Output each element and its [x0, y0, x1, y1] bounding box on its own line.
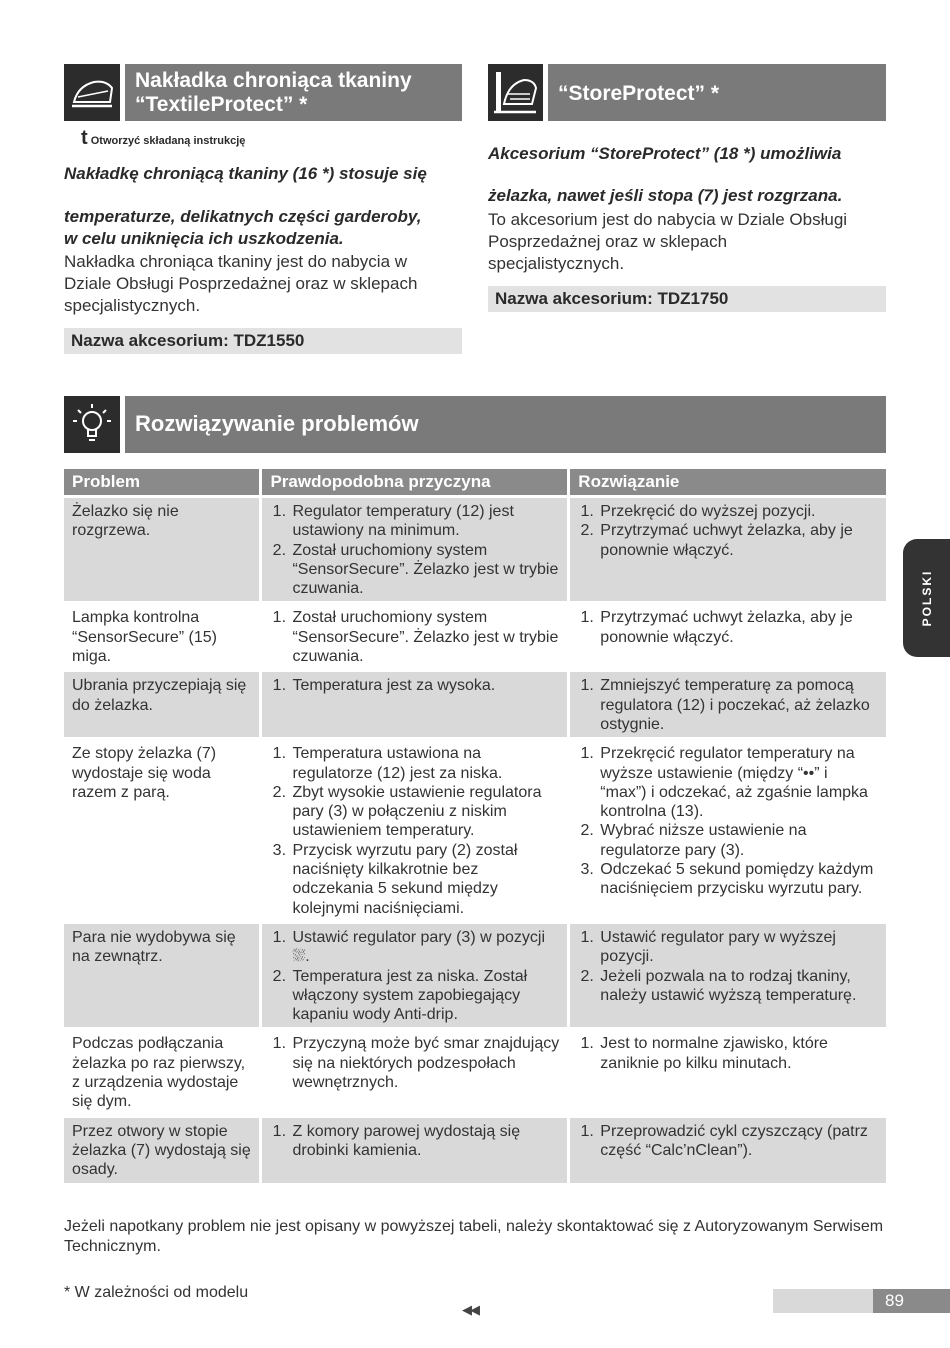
textile-title-line2: “TextileProtect” *: [135, 93, 308, 116]
store-bold-1: Akcesorium “StoreProtect” (18 *) umożliwia: [488, 144, 842, 163]
textile-text-2: Dziale Obsługi Posprzedażnej oraz w sklepach: [64, 274, 418, 293]
store-text-3: specjalistycznych.: [488, 254, 625, 273]
solution-item: 2. Wybrać niższe ustawienie na regulatorze pary (3).: [598, 821, 878, 860]
fold-out-note: [81, 127, 245, 150]
textile-text-3: specjalistycznych.: [64, 296, 201, 315]
table-row: [64, 604, 886, 669]
cause-list: [270, 676, 559, 695]
cause-cell: [262, 740, 567, 921]
solution-list: [578, 928, 878, 1005]
troubleshoot-title: Rozwiązywanie problemów: [135, 411, 419, 436]
solution-cell: [570, 1030, 886, 1114]
solution-item: 1. Przeprowadzić cykl czyszczący (patrz część “Calc’nClean”).: [598, 1122, 878, 1161]
cause-cell: [262, 924, 567, 1027]
cause-item: 2. Zbyt wysokie ustawienie regulatora pary (3) w połączeniu z niskim ustawieniem temperatury.: [290, 783, 559, 841]
problem-cell: Para nie wydobywa się na zewnątrz.: [64, 924, 259, 1027]
storeprotect-icon: [488, 64, 543, 121]
store-accessory: Nazwa akcesorium: TDZ1750: [488, 286, 886, 312]
table-row: [64, 1030, 886, 1114]
cause-list: [270, 928, 559, 1024]
cause-item: 1. Został uruchomiony system “SensorSecure”. Żelazko jest w trybie czuwania.: [290, 608, 559, 666]
solution-item: 2. Jeżeli pozwala na to rodzaj tkaniny, należy ustawić wyższą temperaturę.: [598, 967, 878, 1006]
troubleshoot-footer-note: Jeżeli napotkany problem nie jest opisany w powyższej tabeli, należy skontaktować się z Autoryzowanym Serwisem Technicznym.: [64, 1218, 884, 1255]
fold-out-note-text: Otworzyć składaną instrukcję: [90, 135, 246, 147]
storeprotect-icon-box: [488, 64, 543, 121]
page-number: 89: [885, 1291, 904, 1310]
troubleshoot-title-bar: [125, 396, 886, 453]
footnote: * W zależności od modelu: [64, 1284, 249, 1301]
solution-item: 1. Jest to normalne zjawisko, które zaniknie po kilku minutach.: [598, 1034, 878, 1073]
cause-cell: [262, 672, 567, 737]
table-row: [64, 1118, 886, 1183]
solution-list: [578, 608, 878, 647]
language-tab-label: POLSKI: [919, 569, 934, 627]
solution-item: 1. Ustawić regulator pary w wyższej pozycji.: [598, 928, 878, 967]
problem-cell: Lampka kontrolna “SensorSecure” (15) miga.: [64, 604, 259, 669]
table-row: [64, 740, 886, 921]
solution-cell: [570, 498, 886, 601]
cause-cell: [262, 604, 567, 669]
textile-bold-1: Nakładkę chroniącą tkaniny (16 *) stosuje się: [64, 164, 427, 183]
troubleshoot-table: [61, 466, 889, 1186]
page-number-bar: [773, 1289, 950, 1313]
textile-accessory: Nazwa akcesorium: TDZ1550: [64, 328, 462, 354]
problem-cell: Żelazko się nie rozgrzewa.: [64, 498, 259, 601]
cause-list: [270, 608, 559, 666]
cause-item: 2. Został uruchomiony system “SensorSecure”. Żelazko jest w trybie czuwania.: [290, 541, 559, 599]
table-header-row: [64, 469, 886, 495]
bulb-icon-box: [64, 396, 120, 453]
solution-item: 1. Zmniejszyć temperaturę za pomocą regulatora (12) i poczekać, aż żelazko ostygnie.: [598, 676, 878, 734]
textile-title-bar: [125, 64, 462, 121]
problem-cell: Przez otwory w stopie żelazka (7) wydostają się osady.: [64, 1118, 259, 1183]
fold-out-icon: t: [81, 127, 88, 149]
solution-cell: [570, 604, 886, 669]
solution-item: 1. Przytrzymać uchwyt żelazka, aby je ponownie włączyć.: [598, 608, 878, 647]
solution-list: [578, 676, 878, 734]
solution-cell: [570, 1118, 886, 1183]
solution-list: [578, 1122, 878, 1161]
store-title: “StoreProtect” *: [558, 82, 720, 105]
cause-list: [270, 1122, 559, 1161]
store-text-1: To akcesorium jest do nabycia w Dziale Obsługi: [488, 210, 848, 229]
cause-item: 1. Z komory parowej wydostają się drobinki kamienia.: [290, 1122, 559, 1161]
cause-item: 1. Regulator temperatury (12) jest ustawiony na minimum.: [290, 502, 559, 541]
cause-list: [270, 1034, 559, 1092]
prev-page-arrows-icon[interactable]: ◀◀: [462, 1302, 478, 1317]
store-title-bar: [548, 64, 886, 121]
cause-item: 1. Przyczyną może być smar znajdujący się na niektórych podzespołach wewnętrznych.: [290, 1034, 559, 1092]
solution-list: [578, 744, 878, 898]
solution-item: 1. Przekręcić do wyższej pozycji.: [598, 502, 878, 521]
textile-bold-3: w celu uniknięcia ich uszkodzenia.: [64, 229, 344, 248]
solution-cell: [570, 672, 886, 737]
solution-item: 2. Przytrzymać uchwyt żelazka, aby je ponownie włączyć.: [598, 521, 878, 560]
language-tab: [903, 539, 950, 657]
solution-item: 1. Przekręcić regulator temperatury na wyższe ustawienie (między “••” i “max”) i odczekać, aż zgaśnie lampka kontrolna (13).: [598, 744, 878, 821]
textile-bold-2: temperaturze, delikatnych części garderoby,: [64, 207, 422, 226]
problem-cell: Podczas podłączania żelazka po raz pierwszy, z urządzenia wydostaje się dym.: [64, 1030, 259, 1114]
solution-item: 3. Odczekać 5 sekund pomiędzy każdym naciśnięciem przycisku wyrzutu pary.: [598, 860, 878, 899]
cause-item: 3. Przycisk wyrzutu pary (2) został naciśnięty kilkakrotnie bez odczekania 5 sekund między kolejnymi naciśnięciami.: [290, 841, 559, 918]
cause-item: 2. Temperatura jest za niska. Został włączony system zapobiegający kapaniu wody Anti-drip.: [290, 967, 559, 1025]
cause-item: 1. Temperatura jest za wysoka.: [290, 676, 559, 695]
solution-cell: [570, 740, 886, 921]
cause-cell: [262, 1030, 567, 1114]
header-cause: Prawdopodobna przyczyna: [262, 469, 567, 495]
textile-text-1: Nakładka chroniąca tkaniny jest do nabycia w: [64, 252, 408, 271]
solution-list: [578, 502, 878, 560]
header-solution: Rozwiązanie: [570, 469, 886, 495]
cause-list: [270, 744, 559, 918]
cause-cell: [262, 498, 567, 601]
cause-cell: [262, 1118, 567, 1183]
iron-icon-box: [64, 64, 120, 121]
solution-cell: [570, 924, 886, 1027]
solution-list: [578, 1034, 878, 1073]
table-row: [64, 924, 886, 1027]
problem-cell: Ubrania przyczepiają się do żelazka.: [64, 672, 259, 737]
cause-item: 1. Temperatura ustawiona na regulatorze (12) jest za niska.: [290, 744, 559, 783]
textile-title-line1: Nakładka chroniąca tkaniny: [135, 69, 412, 92]
store-text-2: Posprzedażnej oraz w sklepach: [488, 232, 728, 251]
iron-icon: [64, 64, 120, 121]
table-row: [64, 498, 886, 601]
page-number-box: [873, 1289, 950, 1313]
store-bold-2: żelazka, nawet jeśli stopa (7) jest rozgrzana.: [488, 186, 843, 205]
problem-cell: Ze stopy żelazka (7) wydostaje się woda razem z parą.: [64, 740, 259, 921]
header-problem: Problem: [64, 469, 259, 495]
cause-item: 1. Ustawić regulator pary (3) w pozycji ⛆.: [290, 928, 559, 967]
bulb-icon: [64, 396, 120, 453]
cause-list: [270, 502, 559, 598]
table-row: [64, 672, 886, 737]
